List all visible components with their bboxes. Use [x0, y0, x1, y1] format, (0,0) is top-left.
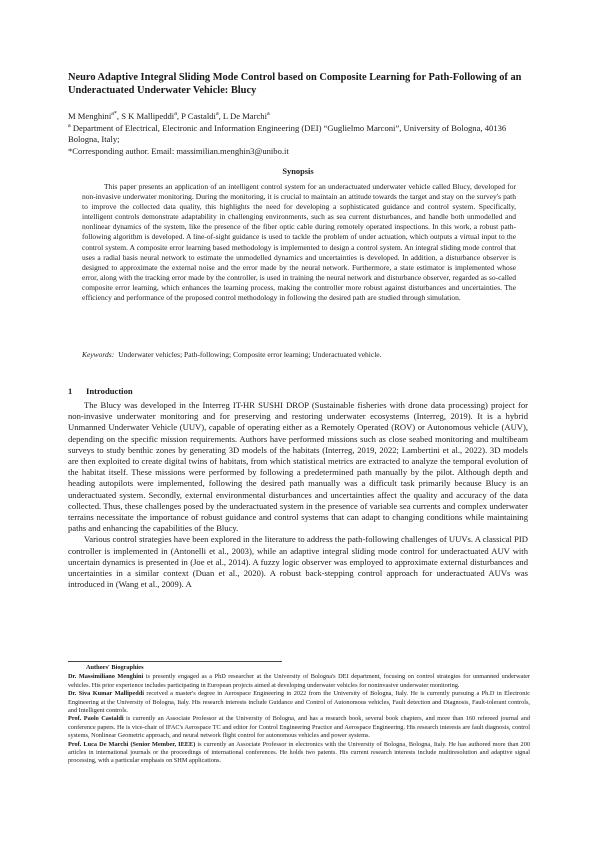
affiliation: $^a$ Department of Electrical, Electronic and Information Engineering (DEI) “Guglielmo Marconi”, University of Bologna, 40136 Bologna, Italy; [68, 122, 507, 145]
affiliation-marker: a [68, 123, 71, 129]
section-number: 1 [68, 386, 73, 396]
paragraph: Various control strategies have been explored in the literature to address the path-following challenges of UUVs. A classical PID controller is implemented in (Antonelli et al., 2003), while an adaptive integral sliding mode control for underactuated AUV with uncertain dynamics is presented in (Joe et al., 2014). A fuzzy logic observer was employed to approximate external disturbances and uncertainties in a similar context (Duan et al., 2020). A robust back-stepping control approach for underactuated AUVs was introduced in (Wang et al., 2009). A [68, 534, 528, 590]
author-list: M Menghini$^{a*}$, S K Mallipeddi$^a$, P Castaldi$^a$, L De Marchi$^a$ [68, 110, 270, 121]
biography-name: Dr. Siva Kumar Mallipeddi [68, 690, 144, 698]
biography-name: Prof. Paolo Castaldi [68, 715, 124, 723]
author-name: S K Mallipeddi [121, 110, 175, 121]
biography-text: is currently an Associate Professor in electronics with the University of Bologna, Bologna, Italy. He has authored more than 200 articles in international journals or the proceedings of international conferences. He holds two patents. His current research interests include multiresolution and adaptive signal processing, with a particular emphasis on SHM applications. [68, 740, 530, 765]
biography-text: is presently engaged as a PhD researcher at the University of Bologna's DEI department, focusing on control strategies for unmanned underwater vehicles. His prior experience includes participating in European projects aimed at developing underwater vehicles for noninvasive underwater monitoring. [68, 673, 530, 689]
synopsis-text: This paper presents an application of an intelligent control system for an underactuated underwater vehicle called Blucy, developed for non-invasive underwater monitoring. During the monitoring, it is crucial to maintain an attitude towards the target and stay on the survey's path to improve the collected data quality, this highlights the need for developing a sophisticated guidance and control system. Specifically, intelligent controls demonstrate adaptability in challenging environments, such as sea current disturbances, and handle both unmodelled and nonlinear dynamics of the system, like the presence of the fiber optic cable during remotely operated inspections. In this work, a robust path-following algorithm is developed. A line-of-sight guidance is used to tackle the problem of under actuation, which outputs a virtual input to the control system. A composite error learning based methodology is implemented to design a control system. An integral sliding mode control that uses a radial basis neural network to estimate the unmodelled dynamics and uncertainties is developed. In addition, a disturbance observer is designed to approximate the external noise and the error made by the neural network. Furthermore, a state estimator is implemented whose error, along with the tracking error made by the controller, is used in training the neural network and disturbance observer, regarded as so-called composite error learning, which enhances the learning process, making the controller more robust against disturbances and uncertainties. The efficiency and performance of the proposed control methodology in following the desired path are studied through simulation. [82, 182, 516, 303]
biography-entry [68, 673, 530, 690]
section-heading [68, 386, 528, 397]
author-name: L De Marchi [222, 110, 267, 121]
footnote-divider [68, 661, 282, 662]
keywords-list: Underwater vehicles; Path-following; Composite error learning; Underactuated vehicle. [118, 350, 382, 359]
paragraph: The Blucy was developed in the Interreg IT-HR SUSHI DROP (Sustainable fisheries with drone data processing) project for non-invasive underwater monitoring and for preserving and restoring underwater ecosystems (Interreg, 2019). It is a hybrid Unmanned Underwater Vehicle (UUV), capable of operating either as a Remotely Operated (ROV) or Autonomous vehicle (AUV), depending on the specific mission requirements. Authors have performed missions such as close seabed monitoring and multibeam surveys to study benthic zones by generating 3D models of the habitats (Interreg, 2019, 2022; Lambertini et al., 2022). 3D models are then exploited to create digital twins of habitats, from which statistical metrics are extracted to analyze the temporal evolution of the habitat itself. These missions were performed by following a predetermined path manually by the pilot. Although depth and heading autopilots were implemented, following the desired path manually was a difficult task primarily because Blucy is an underactuated system. Secondly, external environmental disturbances and uncertainties affect the quality and accuracy of the data collected. Thus, these challenges posed by the underactuated system in the presence of variable sea currents and complex underwater terrains necessitate the importance of robust guidance and control systems that can adapt to changing conditions while maintaining paths and enhancing the capabilities of the Blucy. [68, 400, 528, 534]
author-name: P Castaldi [181, 110, 216, 121]
author-affiliation-marker: a [215, 111, 219, 117]
keywords-label: Keywords: [82, 350, 115, 359]
synopsis-heading: Synopsis [282, 167, 314, 176]
biography-name: Prof. Luca De Marchi (Senior Member, IEEE) [68, 740, 196, 748]
biography-entry [68, 715, 530, 740]
keywords [82, 350, 522, 360]
author-biographies [68, 664, 530, 766]
biography-name: Dr. Massimiliano Menghini [68, 673, 144, 681]
biographies-heading: Authors' Biographies [86, 664, 144, 671]
section-title: Introduction [86, 386, 133, 396]
author-affiliation-marker: a [174, 111, 177, 117]
biography-text: is currently an Associate Professor at the University of Bologna, and has a research book, several book chapters, and more than 160 refereed journal and conference papers. He is vice-chair of IFAC's Aerospace TC and editor for Control Engineering Practice and Aerospace Engineering. His research interests are fault diagnosis, control systems, Nonlinear Geometric approach, and neural network flight control for autonomous vehicles and power systems. [68, 715, 530, 740]
biography-text: received a master's degree in Aerospace Engineering in 2022 from the University of Bologna, Italy. He is currently pursuing a Ph.D in Electronic Engineering at the University of Bologna, Italy. His research interests include Guidance and Control of Autonomous vehicles, Fault detection and Diagnosis, Fault-tolerant controls, and Intelligent controls. [68, 690, 530, 715]
biography-entry [68, 741, 530, 766]
paper-title: Neuro Adaptive Integral Sliding Mode Control based on Composite Learning for Path-Following of an Underactuated Underwater Vehicle: Blucy [68, 72, 522, 96]
affiliation-block [68, 121, 530, 157]
corresponding-author: *Corresponding author. Email: massimilian.menghin3@unibo.it [68, 145, 289, 156]
author-affiliation-marker: a* [111, 111, 117, 117]
author-name: M Menghini [68, 110, 112, 121]
author-affiliation-marker: a [266, 111, 270, 117]
biography-entry [68, 690, 530, 715]
section-body [68, 400, 528, 590]
